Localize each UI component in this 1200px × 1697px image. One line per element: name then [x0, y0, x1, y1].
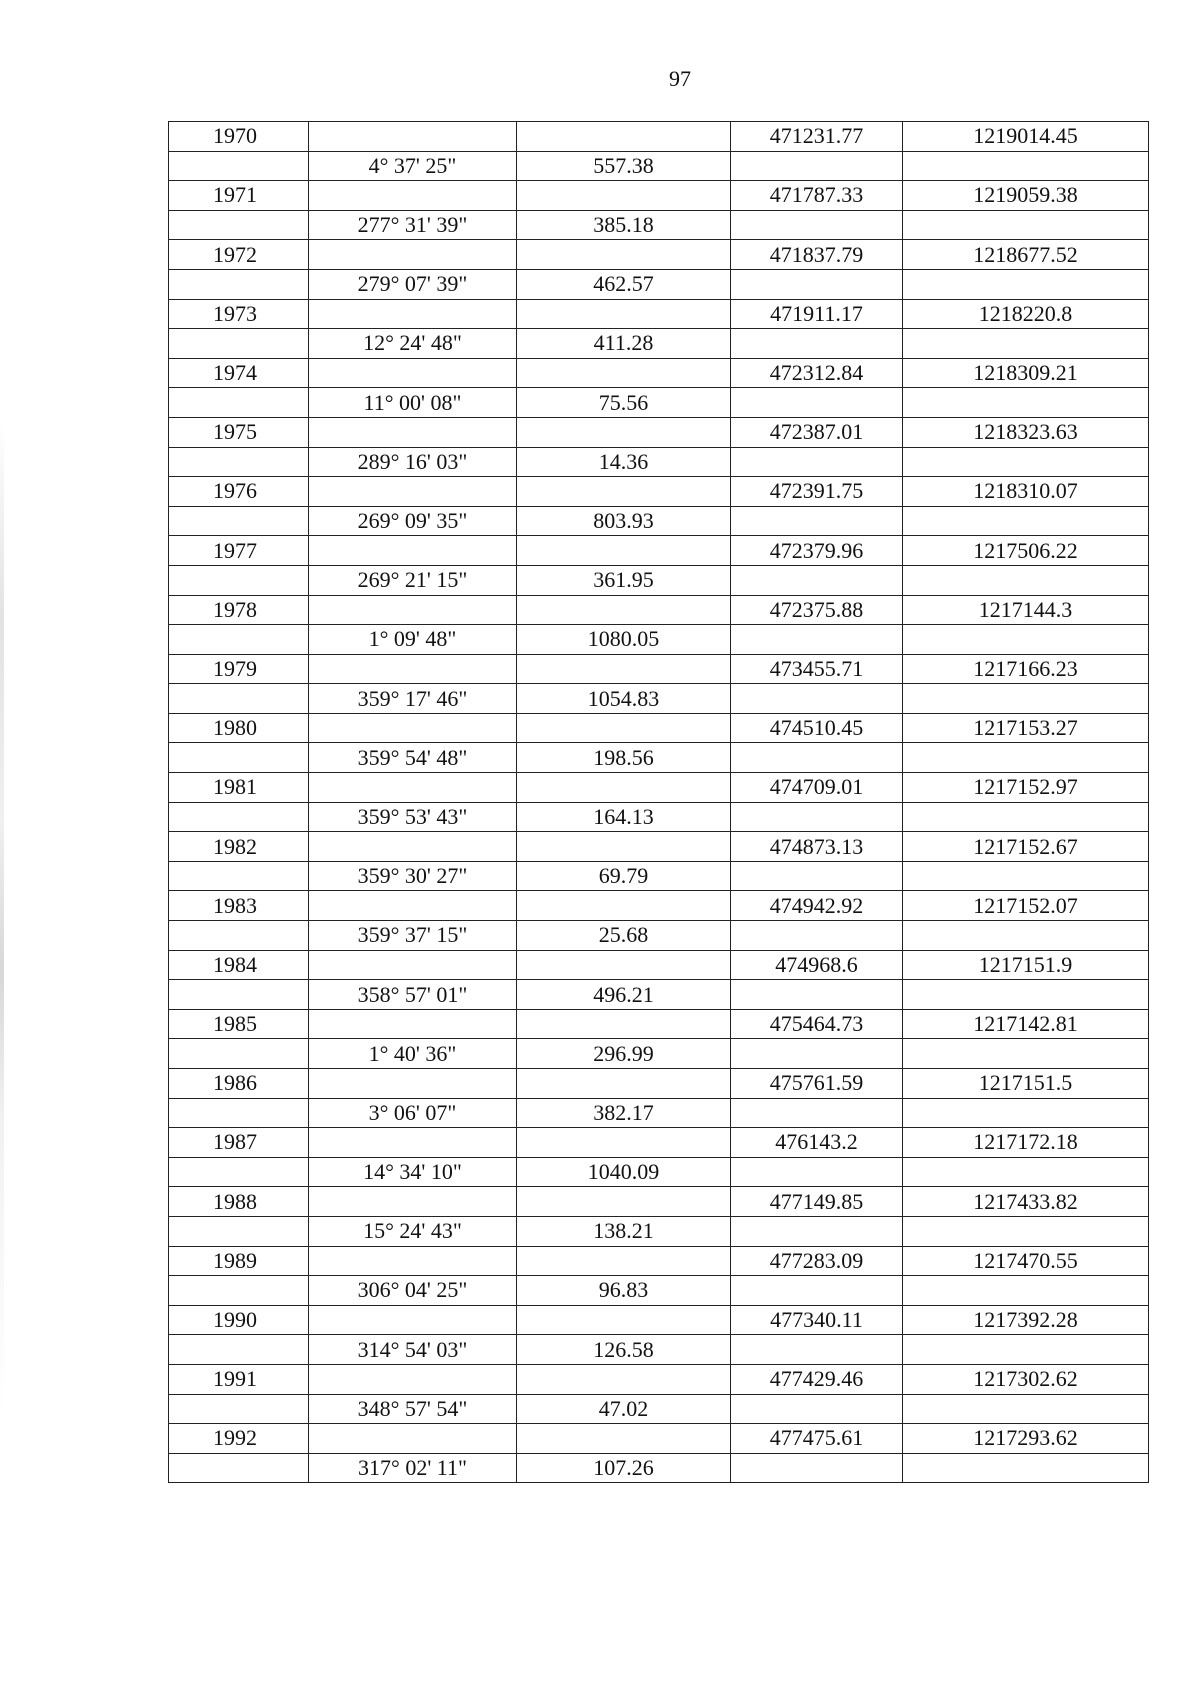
easting-cell: 1219014.45 [903, 122, 1149, 152]
empty-cell [309, 240, 517, 270]
bearing-cell: 1° 09' 48" [309, 625, 517, 655]
empty-cell [903, 1453, 1149, 1483]
station-row [169, 1069, 1149, 1099]
empty-cell [903, 1276, 1149, 1306]
station-row [169, 713, 1149, 743]
empty-cell [309, 654, 517, 684]
course-row [169, 684, 1149, 714]
northing-cell: 475464.73 [731, 1009, 903, 1039]
northing-cell: 475761.59 [731, 1069, 903, 1099]
station-cell: 1979 [169, 654, 309, 684]
course-row [169, 1335, 1149, 1365]
station-row [169, 1187, 1149, 1217]
easting-cell: 1219059.38 [903, 181, 1149, 211]
empty-cell [517, 773, 731, 803]
station-cell: 1991 [169, 1364, 309, 1394]
easting-cell: 1217152.97 [903, 773, 1149, 803]
station-row [169, 181, 1149, 211]
station-row [169, 358, 1149, 388]
easting-cell: 1217153.27 [903, 713, 1149, 743]
station-cell: 1971 [169, 181, 309, 211]
distance-cell: 411.28 [517, 329, 731, 359]
bearing-cell: 289° 16' 03" [309, 447, 517, 477]
distance-cell: 107.26 [517, 1453, 731, 1483]
empty-cell [903, 625, 1149, 655]
northing-cell: 472375.88 [731, 595, 903, 625]
distance-cell: 198.56 [517, 743, 731, 773]
empty-cell [169, 625, 309, 655]
distance-cell: 361.95 [517, 565, 731, 595]
northing-cell: 474968.6 [731, 950, 903, 980]
course-row [169, 151, 1149, 181]
northing-cell: 474942.92 [731, 891, 903, 921]
station-cell: 1989 [169, 1246, 309, 1276]
empty-cell [517, 477, 731, 507]
station-cell: 1987 [169, 1128, 309, 1158]
empty-cell [309, 122, 517, 152]
easting-cell: 1217470.55 [903, 1246, 1149, 1276]
course-row [169, 565, 1149, 595]
station-row [169, 595, 1149, 625]
empty-cell [903, 743, 1149, 773]
empty-cell [169, 269, 309, 299]
empty-cell [903, 1394, 1149, 1424]
empty-cell [903, 1098, 1149, 1128]
empty-cell [309, 181, 517, 211]
course-row [169, 861, 1149, 891]
station-cell: 1986 [169, 1069, 309, 1099]
empty-cell [731, 980, 903, 1010]
course-row [169, 506, 1149, 536]
station-row [169, 1305, 1149, 1335]
empty-cell [903, 1157, 1149, 1187]
northing-cell: 477429.46 [731, 1364, 903, 1394]
empty-cell [309, 595, 517, 625]
station-row [169, 240, 1149, 270]
empty-cell [731, 151, 903, 181]
station-cell: 1983 [169, 891, 309, 921]
empty-cell [731, 506, 903, 536]
easting-cell: 1217152.07 [903, 891, 1149, 921]
empty-cell [169, 447, 309, 477]
station-row [169, 122, 1149, 152]
empty-cell [517, 1364, 731, 1394]
station-cell: 1970 [169, 122, 309, 152]
distance-cell: 1040.09 [517, 1157, 731, 1187]
station-row [169, 950, 1149, 980]
empty-cell [731, 743, 903, 773]
empty-cell [309, 891, 517, 921]
empty-cell [169, 388, 309, 418]
distance-cell: 382.17 [517, 1098, 731, 1128]
station-cell: 1981 [169, 773, 309, 803]
empty-cell [309, 477, 517, 507]
easting-cell: 1218310.07 [903, 477, 1149, 507]
empty-cell [903, 1335, 1149, 1365]
course-row [169, 921, 1149, 951]
station-cell: 1990 [169, 1305, 309, 1335]
easting-cell: 1218677.52 [903, 240, 1149, 270]
easting-cell: 1217151.9 [903, 950, 1149, 980]
empty-cell [731, 861, 903, 891]
station-row [169, 1246, 1149, 1276]
bearing-cell: 317° 02' 11" [309, 1453, 517, 1483]
empty-cell [169, 1039, 309, 1069]
bearing-cell: 11° 00' 08" [309, 388, 517, 418]
empty-cell [309, 1364, 517, 1394]
empty-cell [731, 1276, 903, 1306]
empty-cell [731, 269, 903, 299]
station-cell: 1980 [169, 713, 309, 743]
course-row [169, 1157, 1149, 1187]
empty-cell [309, 832, 517, 862]
easting-cell: 1218309.21 [903, 358, 1149, 388]
bearing-cell: 358° 57' 01" [309, 980, 517, 1010]
empty-cell [517, 1128, 731, 1158]
empty-cell [517, 1246, 731, 1276]
northing-cell: 477149.85 [731, 1187, 903, 1217]
distance-cell: 1080.05 [517, 625, 731, 655]
easting-cell: 1217142.81 [903, 1009, 1149, 1039]
station-row [169, 417, 1149, 447]
course-row [169, 447, 1149, 477]
bearing-cell: 359° 53' 43" [309, 802, 517, 832]
empty-cell [731, 1453, 903, 1483]
easting-cell: 1217144.3 [903, 595, 1149, 625]
empty-cell [731, 921, 903, 951]
empty-cell [903, 329, 1149, 359]
empty-cell [309, 536, 517, 566]
empty-cell [169, 921, 309, 951]
northing-cell: 471787.33 [731, 181, 903, 211]
easting-cell: 1217433.82 [903, 1187, 1149, 1217]
empty-cell [169, 684, 309, 714]
distance-cell: 385.18 [517, 210, 731, 240]
empty-cell [309, 1128, 517, 1158]
empty-cell [731, 1394, 903, 1424]
bearing-cell: 4° 37' 25" [309, 151, 517, 181]
northing-cell: 472379.96 [731, 536, 903, 566]
station-row [169, 536, 1149, 566]
northing-cell: 473455.71 [731, 654, 903, 684]
empty-cell [517, 122, 731, 152]
distance-cell: 462.57 [517, 269, 731, 299]
bearing-cell: 359° 37' 15" [309, 921, 517, 951]
empty-cell [169, 1098, 309, 1128]
empty-cell [731, 565, 903, 595]
empty-cell [903, 802, 1149, 832]
course-row [169, 625, 1149, 655]
empty-cell [169, 1335, 309, 1365]
empty-cell [903, 506, 1149, 536]
empty-cell [169, 565, 309, 595]
course-row [169, 1216, 1149, 1246]
empty-cell [169, 210, 309, 240]
course-row [169, 269, 1149, 299]
empty-cell [903, 980, 1149, 1010]
empty-cell [731, 1039, 903, 1069]
station-row [169, 1009, 1149, 1039]
northing-cell: 472312.84 [731, 358, 903, 388]
distance-cell: 96.83 [517, 1276, 731, 1306]
empty-cell [517, 832, 731, 862]
course-row [169, 1098, 1149, 1128]
station-cell: 1976 [169, 477, 309, 507]
course-row [169, 802, 1149, 832]
course-row [169, 1394, 1149, 1424]
empty-cell [517, 536, 731, 566]
distance-cell: 496.21 [517, 980, 731, 1010]
bearing-cell: 314° 54' 03" [309, 1335, 517, 1365]
empty-cell [169, 1453, 309, 1483]
empty-cell [517, 595, 731, 625]
empty-cell [903, 684, 1149, 714]
easting-cell: 1217152.67 [903, 832, 1149, 862]
course-row [169, 210, 1149, 240]
station-cell: 1984 [169, 950, 309, 980]
course-row [169, 980, 1149, 1010]
distance-cell: 557.38 [517, 151, 731, 181]
easting-cell: 1217166.23 [903, 654, 1149, 684]
empty-cell [309, 950, 517, 980]
station-cell: 1972 [169, 240, 309, 270]
easting-cell: 1217172.18 [903, 1128, 1149, 1158]
northing-cell: 472391.75 [731, 477, 903, 507]
empty-cell [309, 713, 517, 743]
course-row [169, 1453, 1149, 1483]
station-cell: 1974 [169, 358, 309, 388]
station-row [169, 1364, 1149, 1394]
empty-cell [169, 861, 309, 891]
northing-cell: 476143.2 [731, 1128, 903, 1158]
bearing-cell: 3° 06' 07" [309, 1098, 517, 1128]
empty-cell [309, 1009, 517, 1039]
empty-cell [517, 240, 731, 270]
empty-cell [169, 151, 309, 181]
easting-cell: 1218220.8 [903, 299, 1149, 329]
empty-cell [517, 417, 731, 447]
easting-cell: 1218323.63 [903, 417, 1149, 447]
distance-cell: 164.13 [517, 802, 731, 832]
station-cell: 1978 [169, 595, 309, 625]
empty-cell [731, 1335, 903, 1365]
station-cell: 1977 [169, 536, 309, 566]
empty-cell [517, 1069, 731, 1099]
station-row [169, 654, 1149, 684]
bearing-cell: 348° 57' 54" [309, 1394, 517, 1424]
course-row [169, 1276, 1149, 1306]
course-row [169, 388, 1149, 418]
course-row [169, 743, 1149, 773]
bearing-cell: 359° 30' 27" [309, 861, 517, 891]
empty-cell [169, 1216, 309, 1246]
empty-cell [517, 891, 731, 921]
station-cell: 1988 [169, 1187, 309, 1217]
northing-cell: 477283.09 [731, 1246, 903, 1276]
station-row [169, 832, 1149, 862]
bearing-cell: 15° 24' 43" [309, 1216, 517, 1246]
bearing-cell: 1° 40' 36" [309, 1039, 517, 1069]
bearing-cell: 14° 34' 10" [309, 1157, 517, 1187]
northing-cell: 474510.45 [731, 713, 903, 743]
northing-cell: 474873.13 [731, 832, 903, 862]
bearing-cell: 306° 04' 25" [309, 1276, 517, 1306]
page-number: 97 [669, 66, 691, 91]
empty-cell [309, 1187, 517, 1217]
northing-cell: 474709.01 [731, 773, 903, 803]
easting-cell: 1217392.28 [903, 1305, 1149, 1335]
easting-cell: 1217293.62 [903, 1424, 1149, 1454]
empty-cell [309, 299, 517, 329]
scan-edge-shadow [0, 420, 4, 1420]
empty-cell [731, 1098, 903, 1128]
empty-cell [903, 151, 1149, 181]
empty-cell [309, 358, 517, 388]
empty-cell [903, 210, 1149, 240]
station-row [169, 477, 1149, 507]
course-row [169, 1039, 1149, 1069]
easting-cell: 1217506.22 [903, 536, 1149, 566]
bearing-cell: 359° 54' 48" [309, 743, 517, 773]
empty-cell [731, 625, 903, 655]
empty-cell [731, 802, 903, 832]
empty-cell [517, 713, 731, 743]
empty-cell [903, 1039, 1149, 1069]
northing-cell: 471911.17 [731, 299, 903, 329]
distance-cell: 25.68 [517, 921, 731, 951]
empty-cell [903, 861, 1149, 891]
empty-cell [903, 1216, 1149, 1246]
station-row [169, 299, 1149, 329]
empty-cell [517, 299, 731, 329]
station-row [169, 1128, 1149, 1158]
station-cell: 1982 [169, 832, 309, 862]
station-cell: 1985 [169, 1009, 309, 1039]
empty-cell [731, 210, 903, 240]
bearing-cell: 269° 09' 35" [309, 506, 517, 536]
empty-cell [517, 950, 731, 980]
distance-cell: 138.21 [517, 1216, 731, 1246]
empty-cell [903, 388, 1149, 418]
empty-cell [309, 773, 517, 803]
northing-cell: 472387.01 [731, 417, 903, 447]
empty-cell [903, 447, 1149, 477]
distance-cell: 75.56 [517, 388, 731, 418]
empty-cell [903, 269, 1149, 299]
empty-cell [517, 1305, 731, 1335]
bearing-cell: 279° 07' 39" [309, 269, 517, 299]
station-cell: 1975 [169, 417, 309, 447]
northing-cell: 477475.61 [731, 1424, 903, 1454]
station-row [169, 773, 1149, 803]
empty-cell [169, 743, 309, 773]
empty-cell [309, 1069, 517, 1099]
distance-cell: 69.79 [517, 861, 731, 891]
empty-cell [517, 654, 731, 684]
distance-cell: 803.93 [517, 506, 731, 536]
empty-cell [731, 388, 903, 418]
survey-coordinate-table [168, 121, 1149, 1483]
empty-cell [169, 802, 309, 832]
bearing-cell: 277° 31' 39" [309, 210, 517, 240]
empty-cell [169, 980, 309, 1010]
empty-cell [517, 1187, 731, 1217]
empty-cell [169, 1394, 309, 1424]
empty-cell [309, 1424, 517, 1454]
station-cell: 1992 [169, 1424, 309, 1454]
northing-cell: 471837.79 [731, 240, 903, 270]
easting-cell: 1217151.5 [903, 1069, 1149, 1099]
table-body [169, 122, 1149, 1483]
northing-cell: 477340.11 [731, 1305, 903, 1335]
bearing-cell: 359° 17' 46" [309, 684, 517, 714]
northing-cell: 471231.77 [731, 122, 903, 152]
empty-cell [731, 329, 903, 359]
distance-cell: 126.58 [517, 1335, 731, 1365]
station-row [169, 1424, 1149, 1454]
empty-cell [731, 684, 903, 714]
empty-cell [169, 329, 309, 359]
easting-cell: 1217302.62 [903, 1364, 1149, 1394]
station-row [169, 891, 1149, 921]
empty-cell [169, 1276, 309, 1306]
empty-cell [731, 1157, 903, 1187]
empty-cell [169, 506, 309, 536]
distance-cell: 47.02 [517, 1394, 731, 1424]
distance-cell: 296.99 [517, 1039, 731, 1069]
empty-cell [517, 1424, 731, 1454]
distance-cell: 1054.83 [517, 684, 731, 714]
distance-cell: 14.36 [517, 447, 731, 477]
empty-cell [309, 1305, 517, 1335]
empty-cell [309, 417, 517, 447]
empty-cell [731, 1216, 903, 1246]
empty-cell [169, 1157, 309, 1187]
empty-cell [903, 565, 1149, 595]
bearing-cell: 269° 21' 15" [309, 565, 517, 595]
empty-cell [517, 181, 731, 211]
course-row [169, 329, 1149, 359]
station-cell: 1973 [169, 299, 309, 329]
bearing-cell: 12° 24' 48" [309, 329, 517, 359]
empty-cell [731, 447, 903, 477]
empty-cell [309, 1246, 517, 1276]
empty-cell [517, 1009, 731, 1039]
empty-cell [903, 921, 1149, 951]
empty-cell [517, 358, 731, 388]
